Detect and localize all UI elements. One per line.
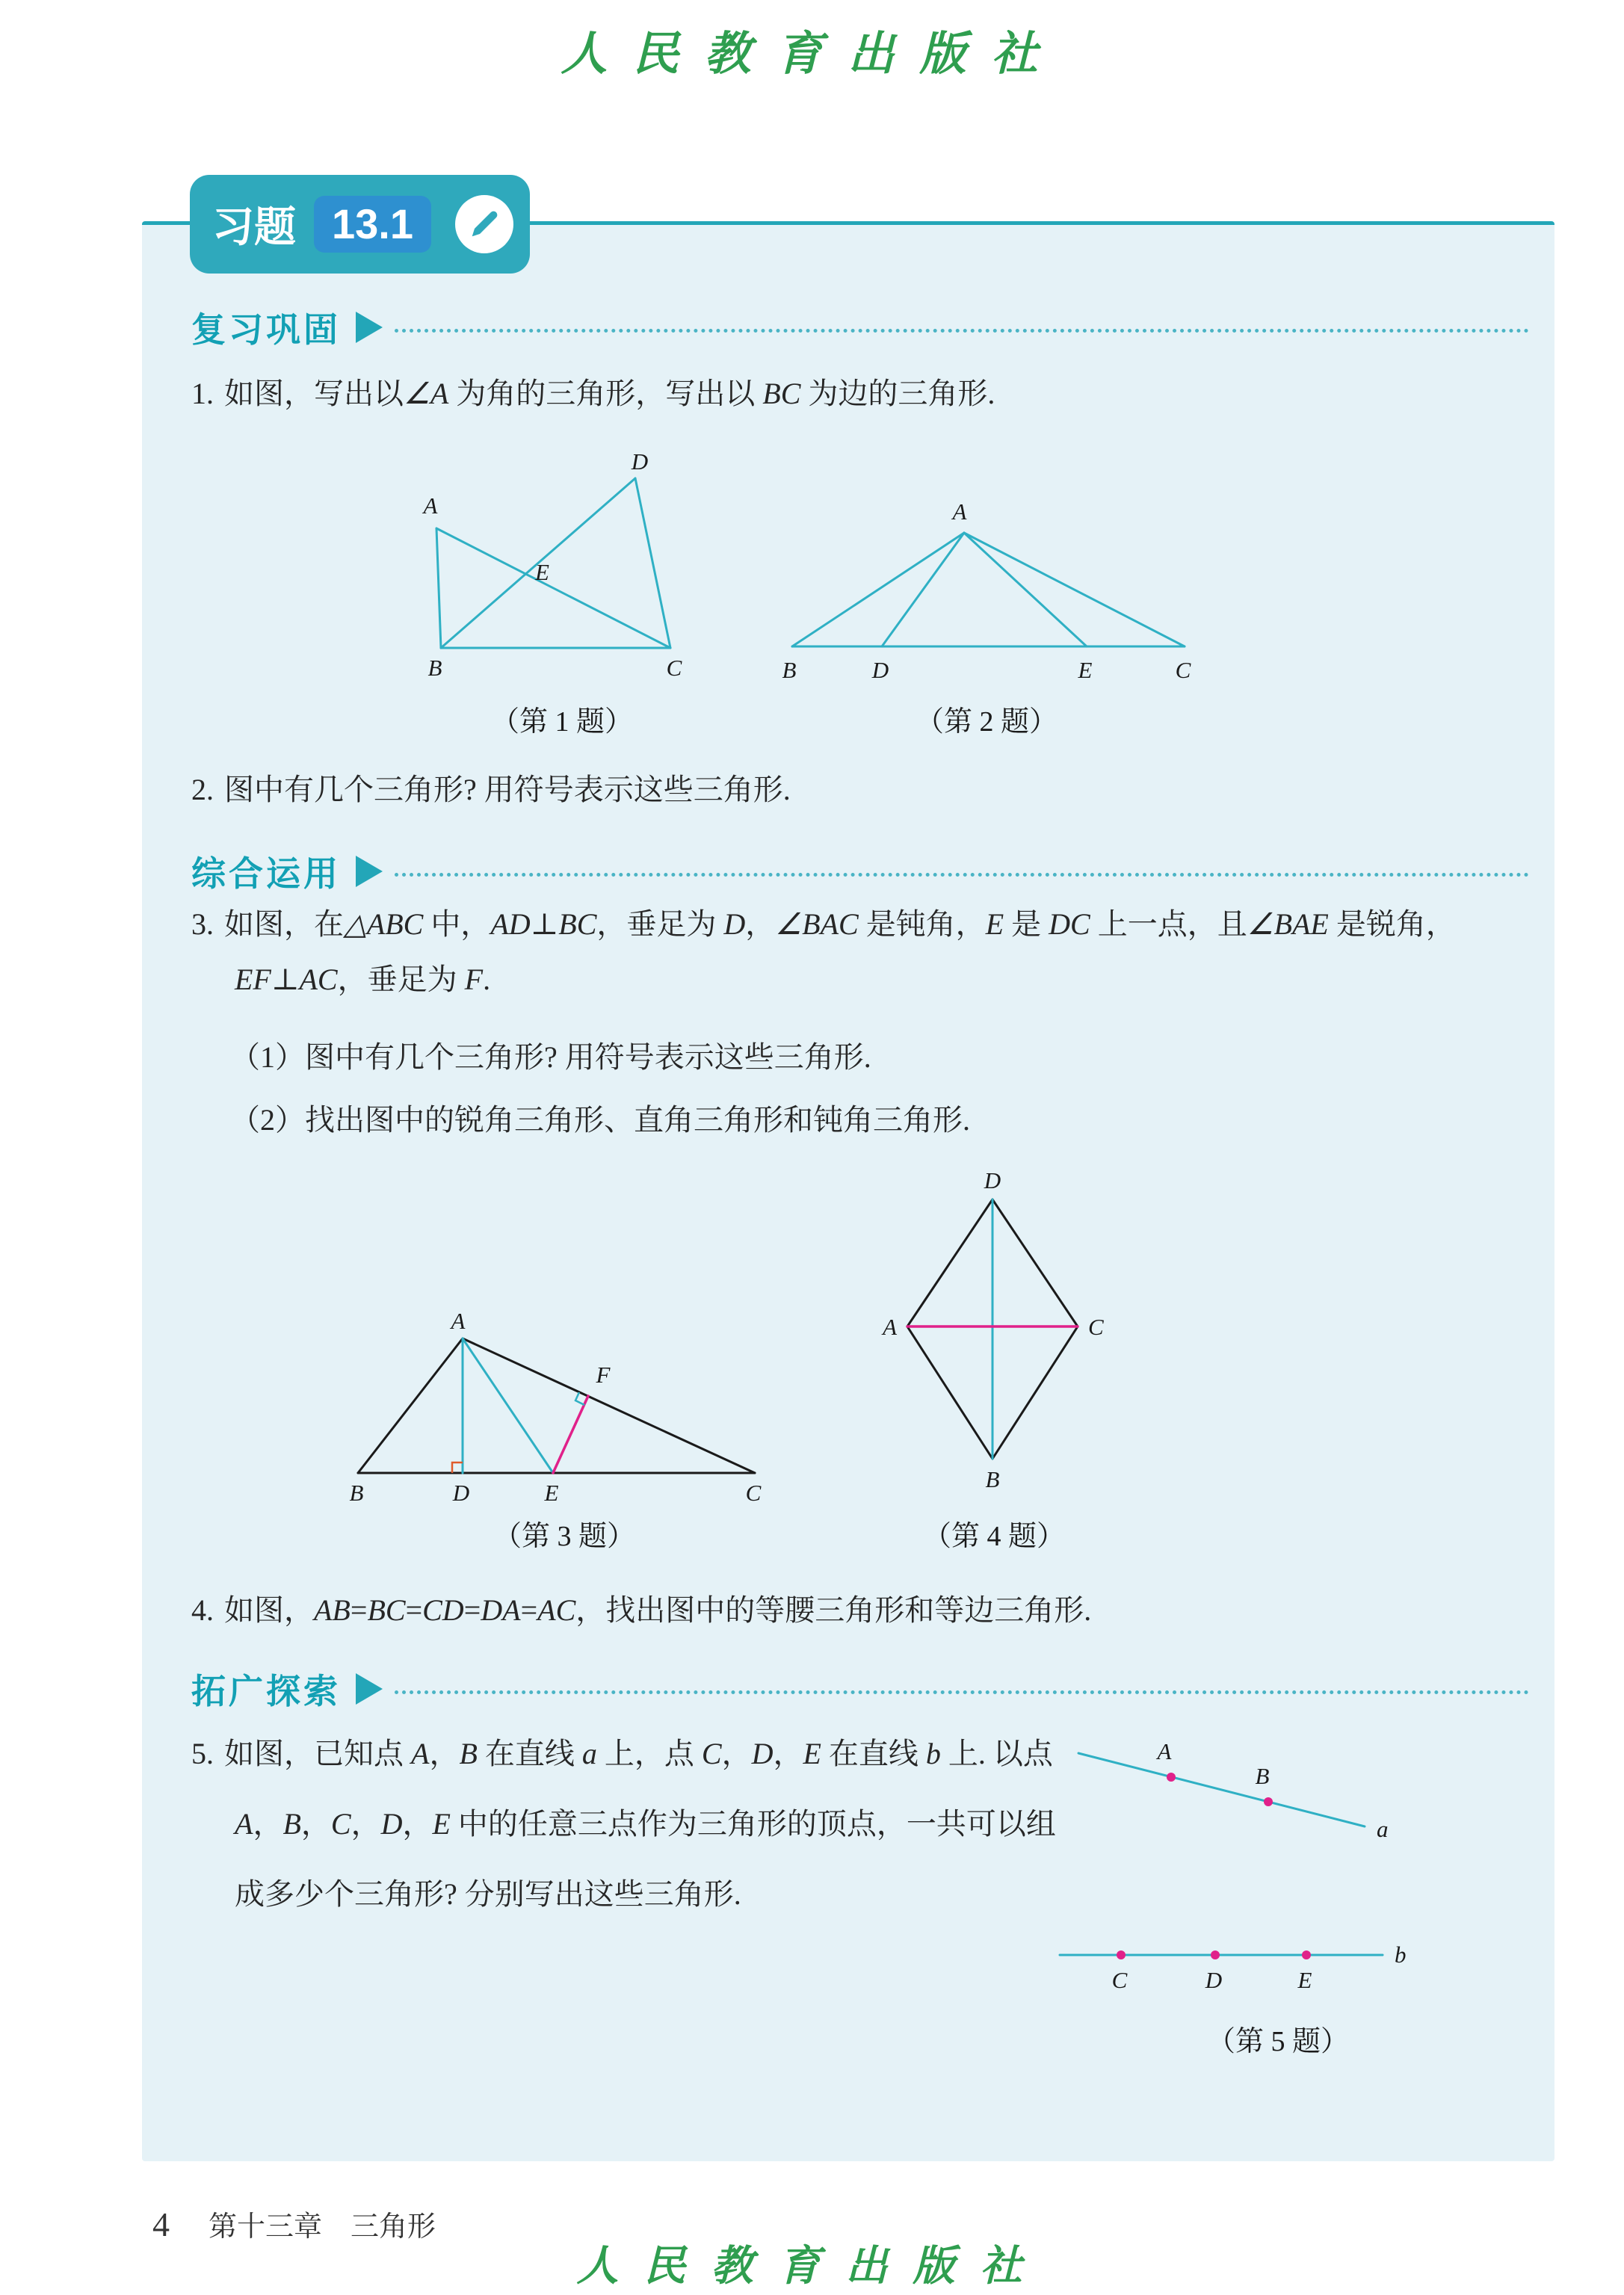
chapter-title: 第十三章 三角形 xyxy=(209,2211,436,2243)
section-comprehensive xyxy=(191,849,1529,894)
exercise-badge xyxy=(190,175,530,274)
problem-3-sub-2: （2）找出图中的锐角三角形、直角三角形和钝角三角形. xyxy=(230,1103,970,1137)
figure-5-caption: （第 5 题） xyxy=(1206,2026,1349,2057)
figure-2 xyxy=(777,497,1196,684)
problem-text: 如图，已知点 A，B 在直线 a 上，点 C，D，E 在直线 b 上. 以点 A，B，C，D，E 中的任意三点作为三角形的顶点，一共可以组成多少个三角形? 分别写出这些三角形. xyxy=(224,1737,1056,1911)
problem-number: 3. xyxy=(191,907,214,941)
point-E-dot xyxy=(1302,1950,1311,1959)
exercise-badge-title: 习题 xyxy=(212,203,296,250)
problem-number: 5. xyxy=(191,1737,214,1770)
problem-3 xyxy=(191,897,1507,1007)
point-label-B: B xyxy=(985,1466,1000,1492)
publisher-watermark-bottom: 人民教育出版社 xyxy=(576,2241,1048,2291)
figure-4 xyxy=(874,1166,1114,1495)
point-label-C: C xyxy=(666,655,682,681)
point-label-D: D xyxy=(984,1167,1001,1193)
figure-5 xyxy=(1045,1723,1418,1992)
section-dotted-leader xyxy=(395,1690,1529,1694)
figure-3-caption: （第 3 题） xyxy=(493,1521,635,1552)
figure-4-caption: （第 4 题） xyxy=(922,1521,1065,1552)
section-extension-title: 拓广探索 xyxy=(191,1672,341,1711)
point-label-E: E xyxy=(1078,657,1093,683)
point-label-C: C xyxy=(1088,1314,1104,1340)
page-number: 4 xyxy=(152,2205,170,2243)
point-label-D: D xyxy=(452,1480,470,1506)
point-label-C: C xyxy=(1111,1967,1128,1992)
problem-1 xyxy=(191,366,1537,421)
section-extension xyxy=(191,1667,1529,1711)
problem-text: 图中有几个三角形? 用符号表示这些三角形. xyxy=(224,773,791,806)
point-label-A: A xyxy=(952,498,967,525)
point-label-A: A xyxy=(451,1308,466,1334)
point-D-dot xyxy=(1211,1950,1220,1959)
section-review xyxy=(191,305,1529,350)
point-label-B: B xyxy=(349,1480,364,1506)
figure-1 xyxy=(413,442,711,682)
problem-text: 如图，写出以∠A 为角的三角形，写出以 BC 为边的三角形. xyxy=(224,377,995,410)
point-label-D: D xyxy=(631,448,649,475)
problem-number: 4. xyxy=(191,1593,214,1627)
line-label-b: b xyxy=(1395,1942,1407,1968)
point-label-A: A xyxy=(883,1314,897,1340)
point-label-A: A xyxy=(423,492,438,519)
section-dotted-leader xyxy=(395,873,1529,877)
line-label-a: a xyxy=(1377,1816,1389,1842)
figure-1-caption: （第 1 题） xyxy=(490,706,633,738)
point-label-B: B xyxy=(782,657,797,683)
point-label-D: D xyxy=(1205,1967,1223,1992)
point-label-F: F xyxy=(596,1362,611,1388)
point-C-dot xyxy=(1117,1950,1126,1959)
point-label-C: C xyxy=(1175,657,1191,683)
section-arrow-icon xyxy=(356,856,383,887)
section-review-title: 复习巩固 xyxy=(191,310,341,349)
problem-text: 如图，在△ABC 中，AD⊥BC，垂足为 D，∠BAC 是钝角，E 是 DC 上一点，且∠BAE 是锐角，EF⊥AC，垂足为 F. xyxy=(224,907,1456,996)
point-label-E: E xyxy=(1297,1967,1312,1992)
pencil-icon xyxy=(455,195,513,253)
publisher-watermark-top: 人民教育出版社 xyxy=(561,26,1063,81)
problem-number: 1. xyxy=(191,377,214,410)
problem-number: 2. xyxy=(191,773,214,806)
section-arrow-icon xyxy=(356,312,383,343)
section-dotted-leader xyxy=(395,329,1529,333)
problem-3-sub-1: （1）图中有几个三角形? 用符号表示这些三角形. xyxy=(230,1040,871,1074)
point-label-D: D xyxy=(871,657,889,683)
problem-2 xyxy=(191,762,1462,818)
point-label-C: C xyxy=(745,1480,762,1506)
figure-3 xyxy=(340,1305,788,1507)
problem-text: 如图，AB=BC=CD=DA=AC，找出图中的等腰三角形和等边三角形. xyxy=(224,1593,1092,1627)
point-B-dot xyxy=(1264,1797,1273,1806)
section-arrow-icon xyxy=(356,1673,383,1705)
problem-4 xyxy=(191,1583,1537,1638)
point-label-E: E xyxy=(544,1480,559,1506)
problem-5 xyxy=(191,1719,1058,1930)
exercise-badge-number: 13.1 xyxy=(314,196,431,253)
point-label-A: A xyxy=(1157,1738,1172,1764)
section-comprehensive-title: 综合运用 xyxy=(191,854,341,893)
point-label-B: B xyxy=(1255,1763,1270,1789)
pencil-icon-glyph xyxy=(467,207,501,241)
figure-2-caption: （第 2 题） xyxy=(915,706,1058,738)
point-label-B: B xyxy=(427,655,442,681)
point-A-dot xyxy=(1167,1773,1176,1782)
point-label-E: E xyxy=(535,559,549,585)
